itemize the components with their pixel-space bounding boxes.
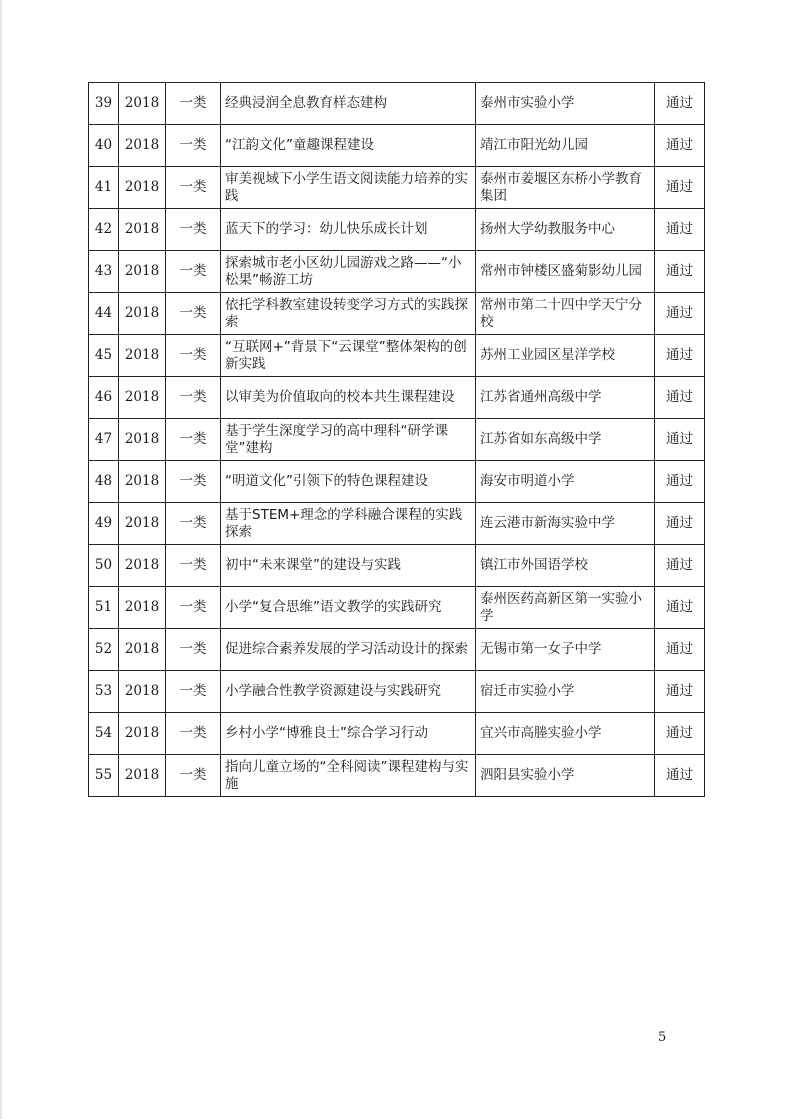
cell-number: 55 <box>89 755 119 797</box>
cell-result: 通过 <box>655 335 705 377</box>
cell-unit: 连云港市新海实验中学 <box>476 503 655 545</box>
cell-project-title: 基于学生深度学习的高中理科“研学课堂”建构 <box>221 419 476 461</box>
cell-unit: 苏州工业园区星洋学校 <box>476 335 655 377</box>
cell-unit: 泗阳县实验小学 <box>476 755 655 797</box>
cell-project-title: 小学融合性教学资源建设与实践研究 <box>221 671 476 713</box>
cell-result: 通过 <box>655 251 705 293</box>
cell-category: 一类 <box>166 713 221 755</box>
cell-year: 2018 <box>119 377 166 419</box>
cell-category: 一类 <box>166 587 221 629</box>
table-row <box>89 83 705 125</box>
cell-number: 42 <box>89 209 119 251</box>
cell-result: 通过 <box>655 419 705 461</box>
cell-project-title: 审美视域下小学生语文阅读能力培养的实践 <box>221 167 476 209</box>
table-row <box>89 587 705 629</box>
cell-project-title: 指向儿童立场的“全科阅读”课程建构与实施 <box>221 755 476 797</box>
cell-number: 54 <box>89 713 119 755</box>
cell-unit: 泰州医药高新区第一实验小学 <box>476 587 655 629</box>
cell-number: 51 <box>89 587 119 629</box>
cell-category: 一类 <box>166 83 221 125</box>
cell-category: 一类 <box>166 125 221 167</box>
cell-year: 2018 <box>119 419 166 461</box>
cell-result: 通过 <box>655 83 705 125</box>
cell-project-title: 乡村小学“博雅良士”综合学习行动 <box>221 713 476 755</box>
table-row <box>89 293 705 335</box>
cell-unit: 泰州市实验小学 <box>476 83 655 125</box>
cell-year: 2018 <box>119 503 166 545</box>
cell-result: 通过 <box>655 713 705 755</box>
cell-project-title: 以审美为价值取向的校本共生课程建设 <box>221 377 476 419</box>
cell-result: 通过 <box>655 377 705 419</box>
cell-year: 2018 <box>119 167 166 209</box>
cell-result: 通过 <box>655 167 705 209</box>
cell-number: 52 <box>89 629 119 671</box>
cell-result: 通过 <box>655 125 705 167</box>
cell-number: 45 <box>89 335 119 377</box>
cell-result: 通过 <box>655 209 705 251</box>
table-row <box>89 503 705 545</box>
cell-unit: 海安市明道小学 <box>476 461 655 503</box>
cell-project-title: 初中“未来课堂”的建设与实践 <box>221 545 476 587</box>
cell-year: 2018 <box>119 335 166 377</box>
cell-project-title: 探索城市老小区幼儿园游戏之路——“小松果”畅游工坊 <box>221 251 476 293</box>
table-body <box>89 83 705 797</box>
project-table <box>88 82 705 797</box>
cell-year: 2018 <box>119 461 166 503</box>
cell-category: 一类 <box>166 503 221 545</box>
cell-year: 2018 <box>119 125 166 167</box>
cell-year: 2018 <box>119 713 166 755</box>
cell-result: 通过 <box>655 587 705 629</box>
cell-number: 47 <box>89 419 119 461</box>
cell-year: 2018 <box>119 209 166 251</box>
cell-project-title: “互联网+”背景下“云课堂”整体架构的创新实践 <box>221 335 476 377</box>
cell-result: 通过 <box>655 629 705 671</box>
cell-year: 2018 <box>119 293 166 335</box>
cell-unit: 泰州市姜堰区东桥小学教育集团 <box>476 167 655 209</box>
cell-unit: 常州市钟楼区盛菊影幼儿园 <box>476 251 655 293</box>
cell-project-title: “明道文化”引领下的特色课程建设 <box>221 461 476 503</box>
table-row <box>89 209 705 251</box>
cell-category: 一类 <box>166 671 221 713</box>
cell-project-title: “江韵文化”童趣课程建设 <box>221 125 476 167</box>
cell-category: 一类 <box>166 545 221 587</box>
table-row <box>89 545 705 587</box>
cell-result: 通过 <box>655 503 705 545</box>
cell-result: 通过 <box>655 545 705 587</box>
cell-year: 2018 <box>119 83 166 125</box>
cell-number: 48 <box>89 461 119 503</box>
cell-year: 2018 <box>119 251 166 293</box>
table-row <box>89 419 705 461</box>
table-row <box>89 461 705 503</box>
cell-result: 通过 <box>655 755 705 797</box>
cell-category: 一类 <box>166 461 221 503</box>
table-row <box>89 125 705 167</box>
cell-unit: 宿迁市实验小学 <box>476 671 655 713</box>
cell-category: 一类 <box>166 335 221 377</box>
cell-result: 通过 <box>655 293 705 335</box>
cell-unit: 江苏省如东高级中学 <box>476 419 655 461</box>
cell-year: 2018 <box>119 629 166 671</box>
cell-project-title: 基于STEM+理念的学科融合课程的实践探索 <box>221 503 476 545</box>
cell-year: 2018 <box>119 545 166 587</box>
cell-category: 一类 <box>166 419 221 461</box>
cell-number: 49 <box>89 503 119 545</box>
table-row <box>89 671 705 713</box>
cell-number: 50 <box>89 545 119 587</box>
cell-number: 46 <box>89 377 119 419</box>
cell-year: 2018 <box>119 671 166 713</box>
cell-category: 一类 <box>166 755 221 797</box>
cell-unit: 常州市第二十四中学天宁分校 <box>476 293 655 335</box>
cell-year: 2018 <box>119 587 166 629</box>
cell-category: 一类 <box>166 377 221 419</box>
cell-number: 43 <box>89 251 119 293</box>
cell-unit: 江苏省通州高级中学 <box>476 377 655 419</box>
cell-unit: 靖江市阳光幼儿园 <box>476 125 655 167</box>
table-row <box>89 629 705 671</box>
cell-project-title: 小学“复合思维”语文教学的实践研究 <box>221 587 476 629</box>
table-row <box>89 251 705 293</box>
cell-project-title: 经典浸润全息教育样态建构 <box>221 83 476 125</box>
cell-project-title: 蓝天下的学习：幼儿快乐成长计划 <box>221 209 476 251</box>
cell-unit: 扬州大学幼教服务中心 <box>476 209 655 251</box>
cell-project-title: 促进综合素养发展的学习活动设计的探索 <box>221 629 476 671</box>
cell-unit: 宜兴市高塍实验小学 <box>476 713 655 755</box>
cell-category: 一类 <box>166 167 221 209</box>
cell-year: 2018 <box>119 755 166 797</box>
cell-category: 一类 <box>166 293 221 335</box>
table-row <box>89 713 705 755</box>
table-row <box>89 335 705 377</box>
cell-category: 一类 <box>166 209 221 251</box>
cell-result: 通过 <box>655 461 705 503</box>
page-number: 5 <box>658 1030 667 1045</box>
table-row <box>89 755 705 797</box>
cell-number: 53 <box>89 671 119 713</box>
cell-unit: 镇江市外国语学校 <box>476 545 655 587</box>
cell-result: 通过 <box>655 671 705 713</box>
cell-unit: 无锡市第一女子中学 <box>476 629 655 671</box>
cell-project-title: 依托学科教室建设转变学习方式的实践探索 <box>221 293 476 335</box>
cell-number: 41 <box>89 167 119 209</box>
cell-number: 44 <box>89 293 119 335</box>
cell-category: 一类 <box>166 251 221 293</box>
table-row <box>89 377 705 419</box>
cell-category: 一类 <box>166 629 221 671</box>
cell-number: 39 <box>89 83 119 125</box>
cell-number: 40 <box>89 125 119 167</box>
table-row <box>89 167 705 209</box>
